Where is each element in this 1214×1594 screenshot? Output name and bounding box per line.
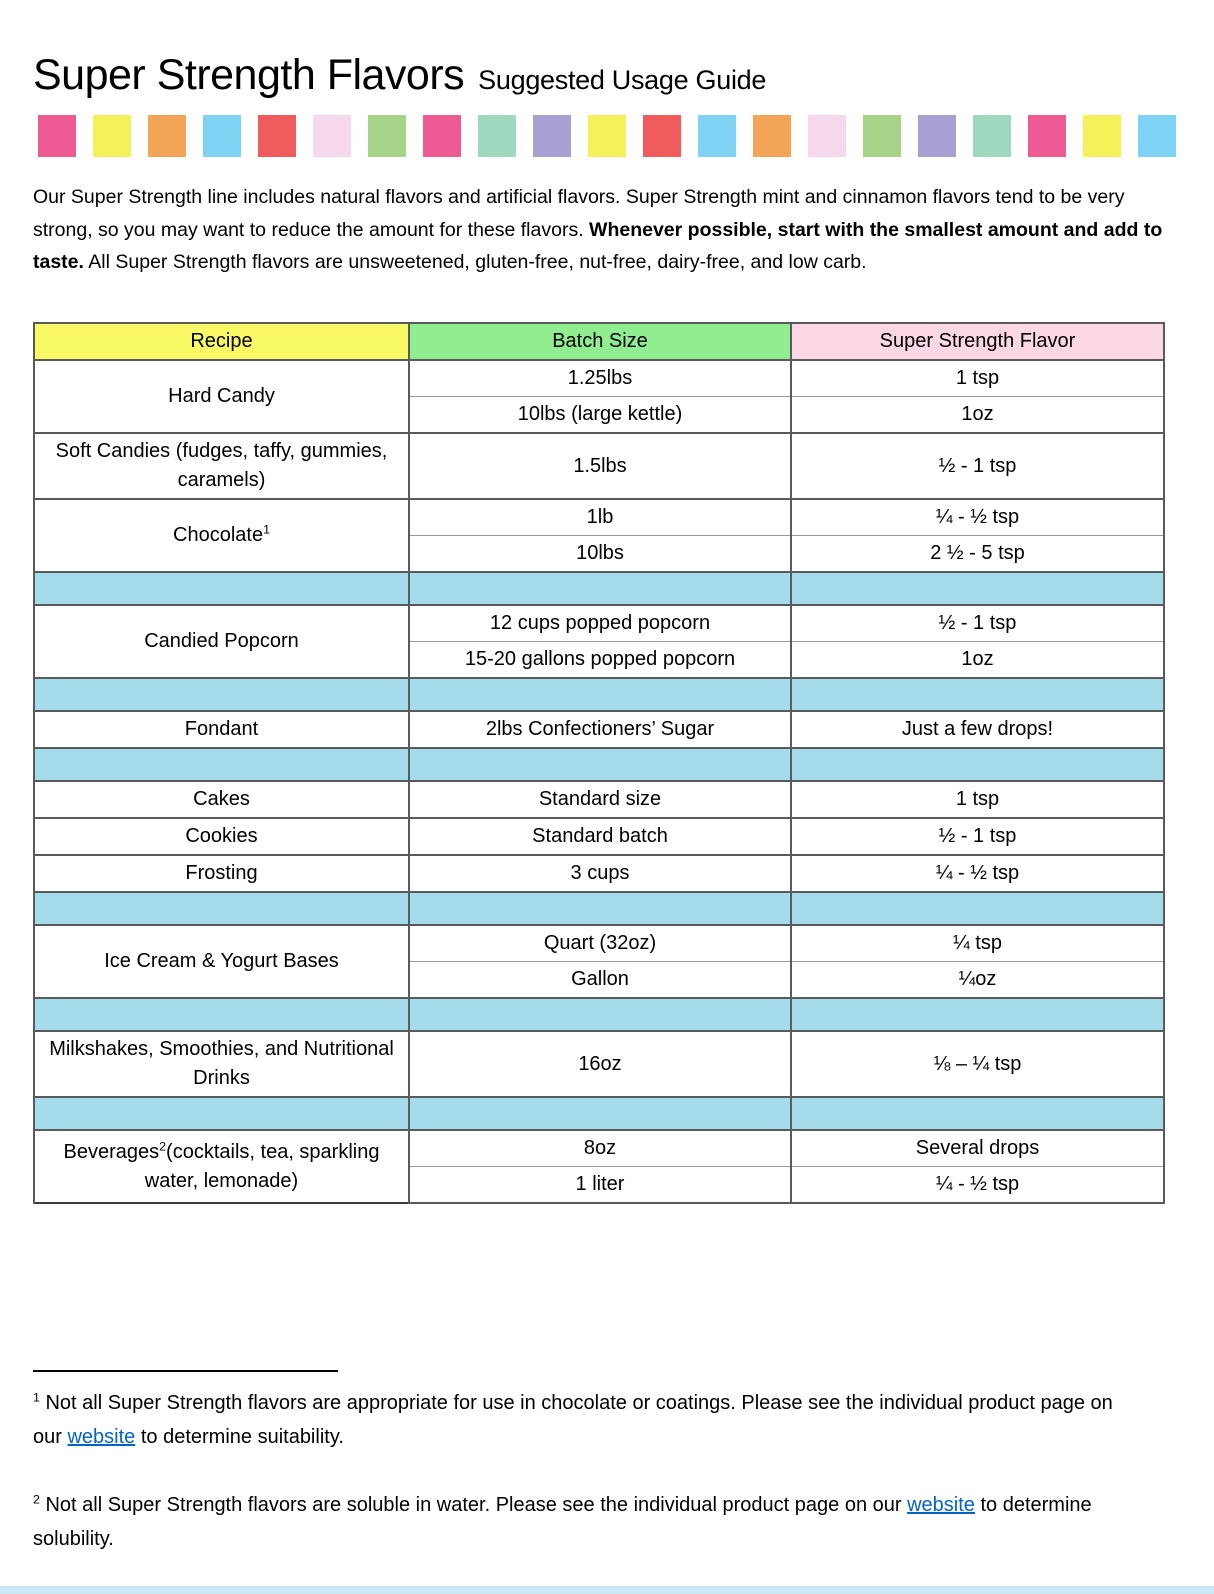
recipe-cell: Milkshakes, Smoothies, and Nutritional Drinks: [34, 1031, 409, 1097]
batch-cell: 1lb: [409, 499, 791, 536]
table-row: [34, 711, 1164, 748]
spacer-cell: [409, 678, 791, 711]
spacer-cell: [34, 572, 409, 605]
footnote-1-text-after: to determine suitability.: [135, 1426, 344, 1449]
table-row: [34, 781, 1164, 818]
bottom-accent-bar: [0, 1586, 1214, 1594]
intro-text-1: Our Super Strength line includes natural flavors and artificial flavors. Super Strength mint and cinnamon flavors tend to be very strong, so you may want to reduce the amount for these flavors.: [33, 186, 1125, 241]
batch-cell: 10lbs: [409, 536, 791, 573]
color-swatch: [203, 115, 241, 157]
recipe-cell: [34, 1130, 409, 1203]
footnote-2-marker: 2: [33, 1492, 40, 1507]
color-swatch: [918, 115, 956, 157]
spacer-cell: [409, 572, 791, 605]
recipe-cell: Hard Candy: [34, 360, 409, 433]
recipe-cell: Ice Cream & Yogurt Bases: [34, 925, 409, 998]
recipe-cell: Frosting: [34, 855, 409, 892]
batch-cell: Standard batch: [409, 818, 791, 855]
spacer-cell: [409, 998, 791, 1031]
color-swatch: [533, 115, 571, 157]
spacer-row: [34, 678, 1164, 711]
table-row: [34, 925, 1164, 962]
footnotes-section: [33, 1370, 1174, 1556]
intro-text-2: All Super Strength flavors are unsweetened, gluten-free, nut-free, dairy-free, and low carb.: [83, 251, 867, 274]
footnote-2-text-after: to determine solubility.: [33, 1494, 1092, 1551]
flavor-cell: ¼ tsp: [791, 925, 1164, 962]
recipe-label: Beverages: [63, 1140, 160, 1163]
spacer-cell: [791, 748, 1164, 781]
table-row: [34, 499, 1164, 536]
color-swatch: [148, 115, 186, 157]
spacer-cell: [409, 892, 791, 925]
table-row: [34, 1031, 1164, 1097]
color-strip: [38, 115, 1174, 157]
batch-cell: Standard size: [409, 781, 791, 818]
batch-cell: 16oz: [409, 1031, 791, 1097]
color-swatch: [698, 115, 736, 157]
batch-cell: 15-20 gallons popped popcorn: [409, 642, 791, 679]
color-swatch: [38, 115, 76, 157]
footnote-2: [33, 1488, 1133, 1556]
recipe-cell: Cookies: [34, 818, 409, 855]
color-swatch: [423, 115, 461, 157]
flavor-cell: ½ - 1 tsp: [791, 818, 1164, 855]
flavor-cell: ⅛ – ¼ tsp: [791, 1031, 1164, 1097]
recipe-cell: Soft Candies (fudges, taffy, gummies, caramels): [34, 433, 409, 499]
spacer-cell: [34, 998, 409, 1031]
footnote-separator: [33, 1370, 338, 1372]
batch-cell: 8oz: [409, 1130, 791, 1167]
color-swatch: [368, 115, 406, 157]
recipe-cell: Cakes: [34, 781, 409, 818]
spacer-cell: [34, 1097, 409, 1130]
color-swatch: [1083, 115, 1121, 157]
footnote-marker-1: 1: [263, 522, 270, 537]
spacer-row: [34, 1097, 1164, 1130]
color-swatch: [1028, 115, 1066, 157]
flavor-cell: ½ - 1 tsp: [791, 605, 1164, 642]
color-swatch: [643, 115, 681, 157]
batch-cell: 2lbs Confectioners’ Sugar: [409, 711, 791, 748]
table-header-row: [34, 323, 1164, 360]
recipe-label: Chocolate: [173, 524, 264, 547]
color-swatch: [753, 115, 791, 157]
usage-table: [33, 322, 1165, 1204]
batch-cell: 12 cups popped popcorn: [409, 605, 791, 642]
batch-cell: 1.25lbs: [409, 360, 791, 397]
color-swatch: [1138, 115, 1176, 157]
batch-cell: 10lbs (large kettle): [409, 397, 791, 434]
spacer-cell: [34, 892, 409, 925]
flavor-cell: Just a few drops!: [791, 711, 1164, 748]
color-swatch: [863, 115, 901, 157]
website-link-2[interactable]: website: [907, 1494, 975, 1517]
flavor-cell: 1oz: [791, 397, 1164, 434]
table-row: [34, 855, 1164, 892]
color-swatch: [588, 115, 626, 157]
recipe-cell: [34, 499, 409, 572]
batch-cell: 3 cups: [409, 855, 791, 892]
spacer-cell: [791, 892, 1164, 925]
spacer-row: [34, 892, 1164, 925]
footnote-1-text: Not all Super Strength flavors are appropriate for use in chocolate or coatings. Please see the individual product page on our: [33, 1392, 1113, 1449]
recipe-cell: Candied Popcorn: [34, 605, 409, 678]
table-row: [34, 1130, 1164, 1167]
color-swatch: [93, 115, 131, 157]
spacer-cell: [791, 1097, 1164, 1130]
header-batch-size: Batch Size: [409, 323, 791, 360]
flavor-cell: ½ - 1 tsp: [791, 433, 1164, 499]
spacer-cell: [409, 1097, 791, 1130]
color-swatch: [313, 115, 351, 157]
flavor-cell: ¼ - ½ tsp: [791, 855, 1164, 892]
spacer-cell: [791, 572, 1164, 605]
website-link-1[interactable]: website: [67, 1426, 136, 1449]
spacer-row: [34, 572, 1164, 605]
spacer-row: [34, 748, 1164, 781]
recipe-label-detail: (cocktails, tea, sparkling water, lemonade): [144, 1140, 380, 1192]
flavor-cell: 2 ½ - 5 tsp: [791, 536, 1164, 573]
batch-cell: Gallon: [409, 962, 791, 999]
flavor-cell: ¼ - ½ tsp: [791, 499, 1164, 536]
spacer-row: [34, 998, 1164, 1031]
footnote-1-marker: 1: [33, 1390, 40, 1405]
spacer-cell: [34, 678, 409, 711]
batch-cell: Quart (32oz): [409, 925, 791, 962]
flavor-cell: ¼ - ½ tsp: [791, 1167, 1164, 1204]
flavor-cell: 1oz: [791, 642, 1164, 679]
title-main: Super Strength Flavors: [33, 51, 465, 99]
color-swatch: [973, 115, 1011, 157]
spacer-cell: [409, 748, 791, 781]
header-recipe: Recipe: [34, 323, 409, 360]
table-row: [34, 605, 1164, 642]
batch-cell: 1 liter: [409, 1167, 791, 1204]
page-title: [33, 52, 1174, 99]
color-swatch: [478, 115, 516, 157]
table-row: [34, 818, 1164, 855]
flavor-cell: ¼oz: [791, 962, 1164, 999]
footnote-marker-2: 2: [159, 1139, 167, 1154]
batch-cell: 1.5lbs: [409, 433, 791, 499]
recipe-cell: Fondant: [34, 711, 409, 748]
header-flavor: Super Strength Flavor: [791, 323, 1164, 360]
spacer-cell: [791, 678, 1164, 711]
footnote-2-text: Not all Super Strength flavors are soluble in water. Please see the individual product page on our: [39, 1494, 908, 1517]
flavor-cell: 1 tsp: [791, 781, 1164, 818]
footnote-1: [33, 1386, 1133, 1454]
spacer-cell: [34, 748, 409, 781]
intro-text-bold: Whenever possible, start with the smallest amount and add to taste.: [33, 218, 1163, 274]
table-row: [34, 360, 1164, 397]
spacer-cell: [791, 998, 1164, 1031]
color-swatch: [258, 115, 296, 157]
intro-paragraph: [33, 181, 1168, 278]
flavor-cell: Several drops: [791, 1130, 1164, 1167]
color-swatch: [808, 115, 846, 157]
flavor-cell: 1 tsp: [791, 360, 1164, 397]
title-subtitle: Suggested Usage Guide: [478, 65, 767, 95]
table-row: [34, 433, 1164, 499]
